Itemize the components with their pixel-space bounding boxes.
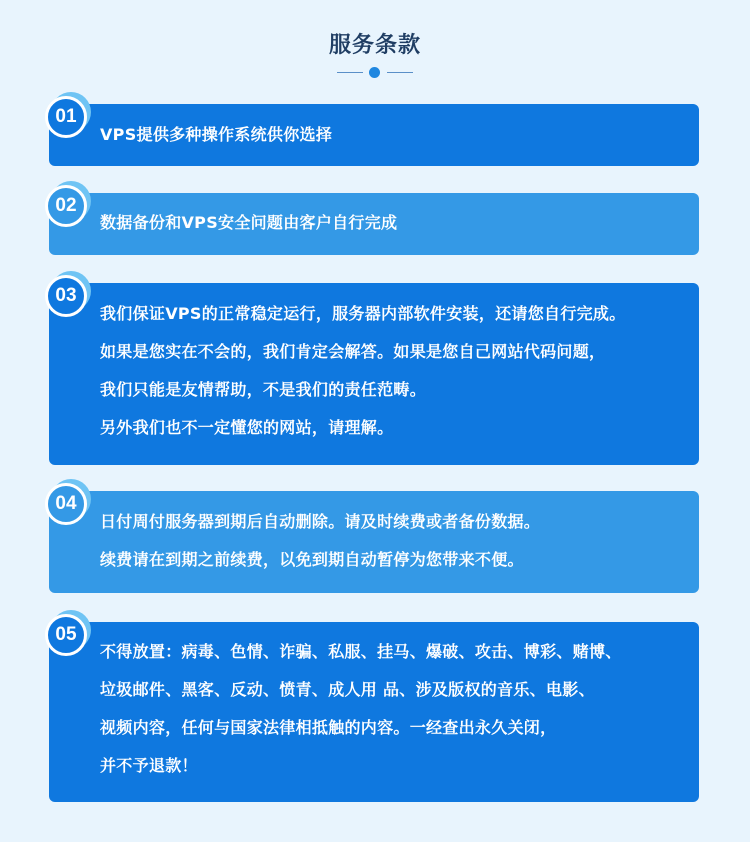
term-text-line: 如果是您实在不会的，我们肯定会解答。如果是您自己网站代码问题， bbox=[100, 342, 606, 361]
term-card-03 bbox=[49, 283, 699, 465]
term-number-badge bbox=[45, 614, 85, 654]
term-number-badge bbox=[45, 483, 85, 523]
title-divider bbox=[0, 67, 750, 79]
term-number: 05 bbox=[45, 614, 87, 656]
term-card-05 bbox=[49, 622, 699, 802]
term-number-badge bbox=[45, 96, 85, 136]
term-text-line: 续费请在到期之前续费，以免到期自动暂停为您带来不便。 bbox=[100, 550, 524, 569]
page-title: 服务条款 bbox=[328, 33, 421, 58]
term-number: 03 bbox=[45, 275, 87, 317]
term-text-line: 我们只能是友情帮助，不是我们的责任范畴。 bbox=[100, 380, 427, 399]
divider-line-right bbox=[387, 72, 413, 73]
term-number-badge bbox=[45, 275, 85, 315]
term-text-line: 我们保证VPS的正常稳定运行，服务器内部软件安装，还请您自行完成。 bbox=[100, 304, 626, 323]
term-number: 04 bbox=[45, 483, 87, 525]
term-text-line: 视频内容，任何与国家法律相抵触的内容。一经查出永久关闭， bbox=[100, 718, 557, 737]
term-text-line: 不得放置：病毒、色情、诈骗、私服、挂马、爆破、攻击、博彩、赌博、 bbox=[100, 642, 622, 661]
term-card-02 bbox=[49, 193, 699, 255]
term-number: 01 bbox=[45, 96, 87, 138]
term-text-line: 日付周付服务器到期后自动删除。请及时续费或者备份数据。 bbox=[100, 512, 541, 531]
term-number-badge bbox=[45, 185, 85, 225]
term-text-line: 另外我们也不一定懂您的网站，请理解。 bbox=[100, 418, 394, 437]
term-text-line: VPS提供多种操作系统供你选择 bbox=[100, 125, 333, 144]
term-text-line: 垃圾邮件、黑客、反动、愤青、成人用 品、涉及版权的音乐、电影、 bbox=[100, 680, 595, 699]
term-number: 02 bbox=[45, 185, 87, 227]
divider-dot bbox=[369, 67, 380, 78]
term-card-01 bbox=[49, 104, 699, 166]
term-text-line: 并不予退款！ bbox=[100, 756, 198, 775]
divider-line-left bbox=[337, 72, 363, 73]
page-header bbox=[0, 28, 750, 59]
term-text-line: 数据备份和VPS安全问题由客户自行完成 bbox=[100, 213, 398, 232]
term-card-04 bbox=[49, 491, 699, 593]
